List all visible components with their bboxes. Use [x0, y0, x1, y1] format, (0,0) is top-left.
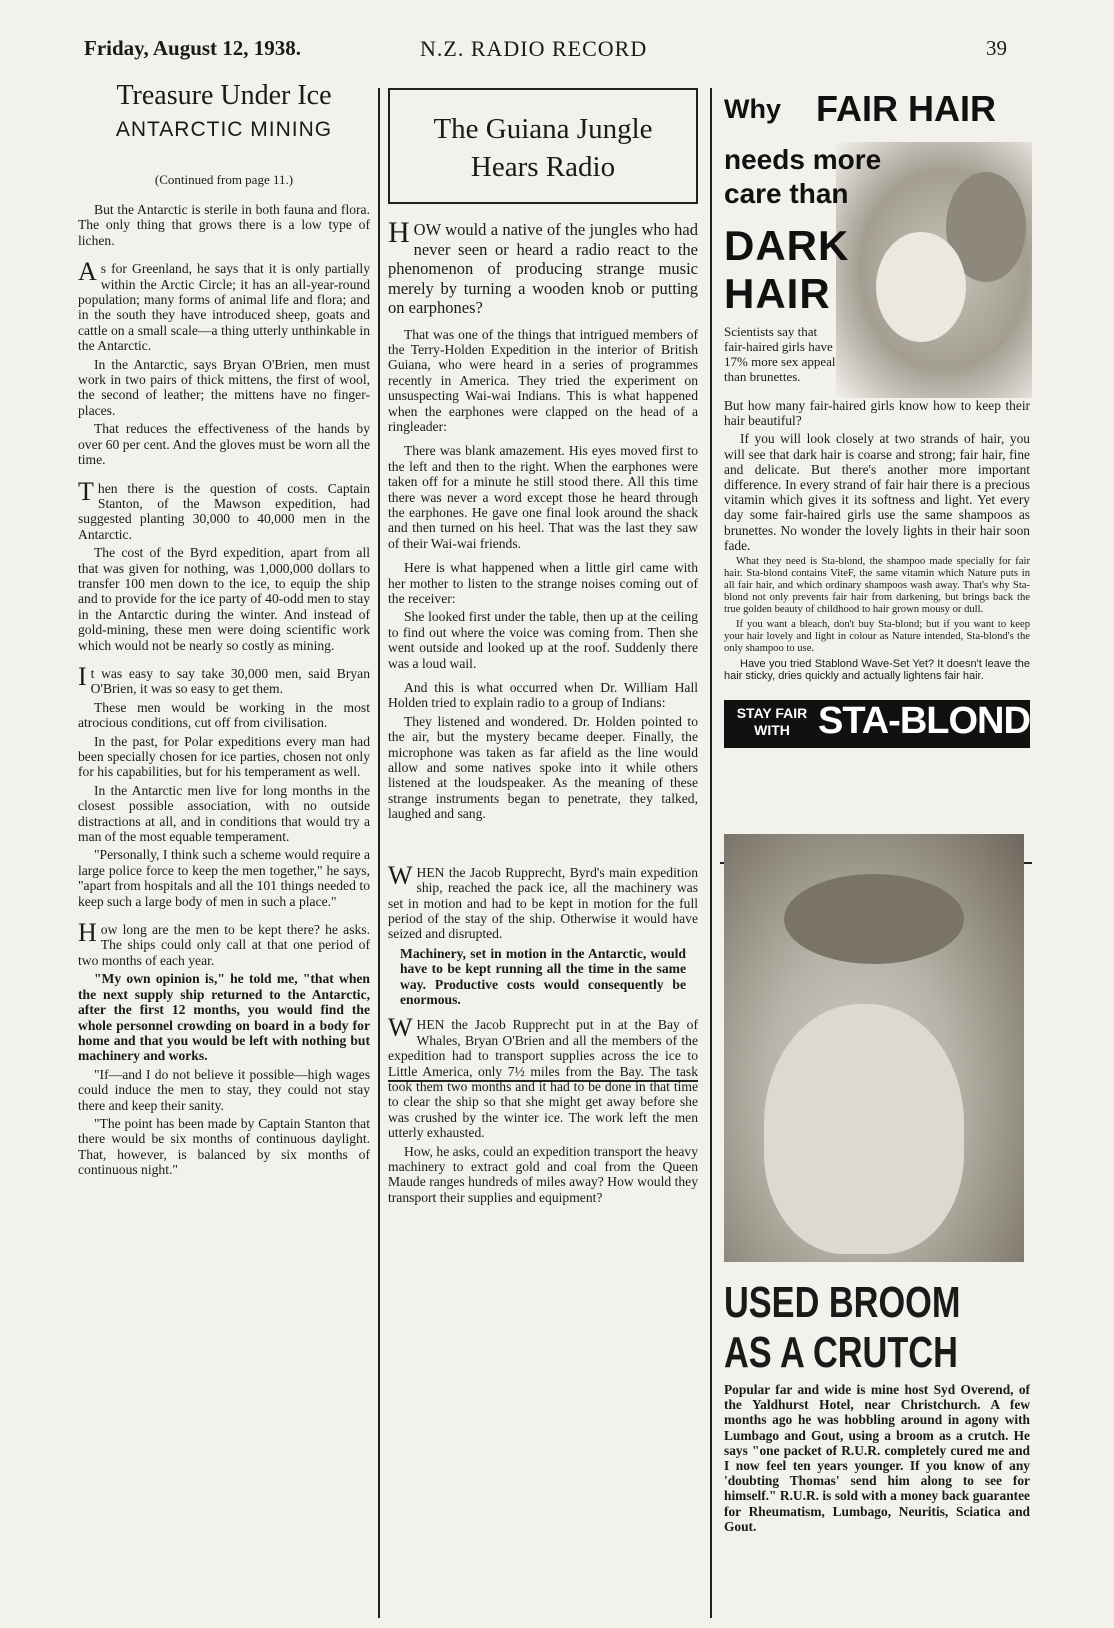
paragraph: These men would be working in the most atrocious conditions, cut off from civilisation.	[78, 699, 370, 731]
article-subtitle: ANTARCTIC MINING	[115, 118, 333, 141]
ad-waveset: Have you tried Stablond Wave-Set Yet? It doesn't leave the hair sticky, dries quickly and actually lightens fair hair.	[724, 658, 1030, 683]
quote-paragraph: "My own opinion is," he told me, "that when the next supply ship returned to the Antarctic, after the first 12 months, you would find the whole personnel crowding on board in a body for home and that you would be left with nothing but machinery and works.	[78, 971, 370, 1064]
rur-body: Popular far and wide is mine host Syd Overend, of the Yaldhurst Hotel, near Christchurch. A few months ago he was hobbling around in agony with Lumbago and Gout, using a broom as a crutch. He says "one packet of R.U.R. completely cured me and I now feel ten years younger. If you know of any 'doubting Thomas' send him along to see for himself." R.U.R. is sold with a money back guarantee for Rheumatism, Lumbago, Neuritis, Sciatica and Gout.	[724, 1382, 1030, 1534]
paragraph: She looked first under the table, then up at the ceiling to find out where the voice was coming from. Then she went outside and looked up at the roof. Suddenly there was a loud wail.	[388, 609, 698, 671]
rur-headline: USED BROOM AS A CRUTCH	[724, 1278, 961, 1377]
continued-note: (Continued from page 11.)	[154, 172, 294, 187]
column-rule-2	[710, 88, 712, 1618]
advertisement-column	[724, 92, 1032, 1622]
page-header	[0, 0, 1114, 62]
paragraph: It was easy to say take 30,000 men, said Bryan O'Brien, it was so easy to get them.	[78, 661, 370, 697]
ad-dark: DARK	[724, 222, 850, 269]
paragraph: There was blank amazement. His eyes moved first to the left and then to the right. When the earphones were taken off for a minute he still stood there. All this time there was never a word except those he heard through the earphones. He gave one final look around the shack and then turned on his heel. That was the last they saw of their Wai-wai friends.	[388, 443, 698, 551]
paragraph: WHEN the Jacob Rupprecht put in at the Bay of Whales, Bryan O'Brien and all the members of the expedition had to transport supplies across the ice to Little America, only 7½ miles from the Bay. The task took them two months and it had to be done in that time to clear the ship so that she might get away before she was crushed by the winter ice. The work left the men utterly exhausted.	[388, 1013, 698, 1141]
paragraph: And this is what occurred when Dr. William Hall Holden tried to explain radio to a group of Indians:	[388, 680, 698, 711]
paragraph: "If—and I do not believe it possible—high wages could induce the men to stay, they could not stay there and keep their sanity.	[78, 1066, 370, 1113]
ad-paragraph: If you will look closely at two strands of hair, you will see that dark hair is coarse and strong; fair hair, fine and delicate. But there's another more important difference. In every strand of fair hair there is a precious vitamin which gives it its softness and light. Yet every day some fair-haired girls use the same shampoos as brunettes. No wonder the lovely lights in their hair soon fade.	[724, 431, 1030, 553]
paragraph: But the Antarctic is sterile in both fauna and flora. The only thing that grows there is a low type of lichen.	[78, 202, 370, 248]
issue-date: Friday, August 12, 1938.	[84, 36, 302, 60]
page-number: 39	[986, 36, 1007, 60]
paragraph: As for Greenland, he says that it is only partially within the Arctic Circle; it has an all-year-round population; many forms of animal life and flora; and in the south they have introduced sheep, goats and cattle on a small scale—a thing utterly unthinkable in the Antarctic.	[78, 257, 370, 354]
paragraph: They listened and wondered. Dr. Holden pointed to the air, but the mystery became deeper. Finally, the microphone was taken as far afield as the line would allow and some natives spoke into it while others listened at the loudspeaker. As the meaning of these strange instruments began to penetrate, they talked, laughed and sang.	[388, 713, 698, 822]
ad-why: Why	[724, 94, 781, 124]
paragraph: "The point has been made by Captain Stanton that there would be six months of continuous daylight. That, however, is balanced by six months of continuous night."	[78, 1115, 370, 1178]
paragraph: In the Antarctic men live for long months in the closest possible association, with no outside distractions at all, and in conditions that would try a man of the most equable temperament.	[78, 782, 370, 845]
paragraph: The cost of the Byrd expedition, apart from all that was given for nothing, was 1,000,000 dollars to transfer 100 men down to the ice, to equip the ship and to provide for the ice party of 40-odd men to stay in the Antarctic during the winter. And instead of gold-mining, these men were doing scientific work which would not be nearly so costly as mining.	[78, 545, 370, 653]
article-title: Treasure Under Ice	[116, 80, 332, 111]
ad-question: But how many fair-haired girls know how to keep their hair beautiful?	[724, 398, 1030, 429]
drop-cap: H	[78, 918, 97, 948]
drop-cap: I	[78, 661, 87, 691]
paragraph: That was one of the things that intrigued members of the Terry-Holden Expedition in the interior of British Guiana, who were heard in a series of programmes recently in America. They tried the experiment on unsuspecting Wai-wai Indians. This is what happened when the earphones were clapped on the head of a ringleader:	[388, 326, 698, 434]
paragraph: In the Antarctic, says Bryan O'Brien, men must work in two pairs of thick mittens, the first of wool, the second of leather; the mittens have no finger-places.	[78, 356, 370, 418]
paragraph: That reduces the effectiveness of the hands by over 60 per cent. And the gloves must be worn all the time.	[78, 421, 370, 468]
ad-paragraph: What they need is Sta-blond, the shampoo made specially for fair hair. Sta-blond contains ViteF, the same vitamin which Nature puts in all fair hair, and which ordinary shampoos wash away. That's why Sta-blond not only prevents fair hair from darkening, but brings back the true golden beauty of childhood to hair grown mousy or dull.	[724, 556, 1030, 616]
ad-hair: HAIR	[724, 270, 831, 317]
paragraph: How long are the men to be kept there? he asks. The ships could only call at that one period of two months of each year.	[78, 918, 370, 968]
ad-paragraph: If you want a bleach, don't buy Sta-blond; but if you want to keep your hair lovely and light in colour as Nature intended, Sta-blond's the only shampoo to use.	[724, 619, 1030, 655]
article-treasure-under-ice	[78, 80, 370, 1620]
banner-stay-fair: STAY FAIR WITH	[736, 705, 808, 738]
column-rule-1	[378, 88, 380, 1618]
couple-photo	[836, 142, 1032, 398]
drop-cap: H	[388, 216, 410, 249]
paragraph: How, he asks, could an expedition transport the heavy machinery to extract gold and coal from the Queen Maude ranges hundreds of miles away? How would they transport their supplies and equipment?	[388, 1143, 698, 1205]
paragraph: HOW would a native of the jungles who had never seen or heard a radio react to the phenomenon of producing strange music merely by turning a wooden knob or putting on earphones?	[388, 216, 698, 317]
article-guiana-jungle	[388, 88, 698, 1628]
ad-needs-more: needs more	[724, 144, 882, 175]
publication-name: N.Z. RADIO RECORD	[420, 36, 648, 61]
banner-brand: STA-BLOND	[818, 700, 1030, 742]
paragraph: Here is what happened when a little girl came with her mother to listen to the strange noises coming out of the receiver:	[388, 560, 698, 606]
paragraph: "Personally, I think such a scheme would require a large police force to keep the men together," he says, "apart from hospitals and all the 101 things needed to keep such a large body of men in such a place."	[78, 847, 370, 909]
stablond-advertisement	[724, 92, 1032, 812]
drop-cap: W	[388, 860, 413, 890]
ad-body	[724, 398, 1030, 686]
paragraph: Then there is the question of costs. Captain Stanton, of the Mawson expedition, had suggested planting 30,000 to 40,000 men in the Antarctic.	[78, 476, 370, 542]
ad-care-than: care than	[724, 178, 849, 209]
paragraph: WHEN the Jacob Rupprecht, Byrd's main expedition ship, reached the pack ice, all the machinery was set in motion and had to be kept in motion for the full period of the stay of the ship. Otherwise it would have seized and disrupted.	[388, 860, 698, 942]
pull-quote: Machinery, set in motion in the Antarctic, would have to be kept running all the time in the same way. Productive costs would consequently be enormous.	[400, 945, 686, 1007]
drop-cap: T	[78, 476, 94, 506]
man-portrait-photo	[724, 834, 1024, 1262]
drop-cap: W	[388, 1013, 413, 1043]
paragraph: In the past, for Polar expeditions every man had been specially chosen for ice parties, chosen not only for his capabilities, but for his temperament as well.	[78, 733, 370, 780]
stablond-banner	[724, 700, 1030, 748]
boxed-headline: The Guiana Jungle Hears Radio	[388, 88, 698, 204]
ad-fair-hair: FAIR HAIR	[816, 92, 996, 129]
drop-cap: A	[78, 257, 97, 287]
ad-claim: Scientists say that fair-haired girls have 17% more sex appeal than brunettes.	[724, 324, 836, 384]
